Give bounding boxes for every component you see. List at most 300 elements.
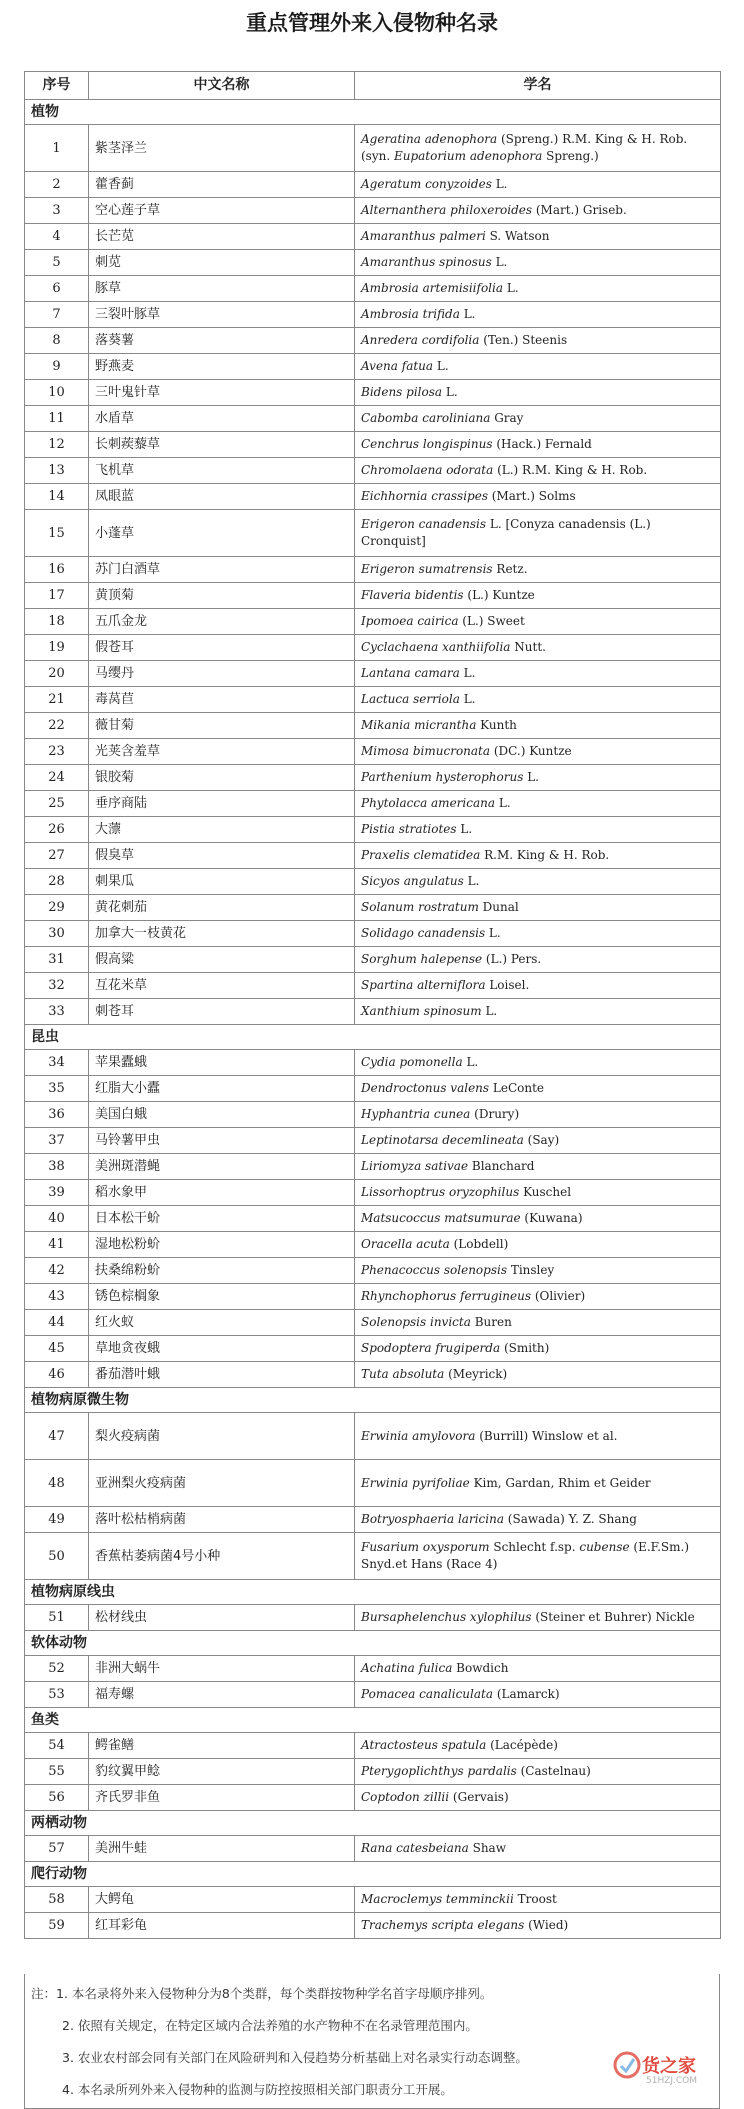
sci-name-italic: Rhynchophorus ferrugineus [361, 1289, 531, 1303]
scientific-name [355, 765, 721, 791]
sci-name-author: Shaw [468, 1841, 506, 1855]
chinese-name: 刺苋 [89, 250, 355, 276]
scientific-name [355, 1413, 721, 1460]
sci-name-author: (Burrill) Winslow et al. [475, 1428, 618, 1443]
chinese-name: 光荚含羞草 [89, 739, 355, 765]
chinese-name: 鳄雀鳝 [89, 1733, 355, 1759]
category-row [25, 1811, 721, 1836]
sci-name-author: L. [459, 666, 476, 680]
header-num: 序号 [25, 72, 89, 100]
sci-name-author: R.M. King & H. Rob. [480, 848, 610, 862]
scientific-name [355, 895, 721, 921]
table-row [25, 739, 721, 765]
table-row [25, 1102, 721, 1128]
row-number: 40 [25, 1206, 89, 1232]
table-row [25, 1284, 721, 1310]
row-number: 31 [25, 947, 89, 973]
chinese-name: 垂序商陆 [89, 791, 355, 817]
sci-name-author: L. [523, 770, 539, 784]
chinese-name: 假苍耳 [89, 635, 355, 661]
sci-name-italic: Pomacea canaliculata [361, 1687, 493, 1701]
row-number: 41 [25, 1232, 89, 1258]
row-number: 46 [25, 1362, 89, 1388]
sci-name-italic: Mikania micrantha [361, 718, 477, 732]
row-number: 57 [25, 1836, 89, 1862]
sci-name-author: L. [491, 255, 508, 269]
sci-name-italic: Trachemys scripta elegans [361, 1918, 525, 1932]
sci-name-italic: Cydia pomonella [361, 1055, 463, 1069]
sci-name-author: (Olivier) [531, 1289, 586, 1303]
sci-name-italic: Eupatorium adenophora [393, 149, 543, 163]
row-number: 8 [25, 328, 89, 354]
sci-name-italic: Bidens pilosa [361, 385, 443, 399]
table-row [25, 999, 721, 1025]
table-row [25, 921, 721, 947]
chinese-name: 紫茎泽兰 [89, 125, 355, 172]
scientific-name [355, 1836, 721, 1862]
table-row [25, 713, 721, 739]
sci-name-italic: Achatina fulica [361, 1661, 453, 1675]
chinese-name: 马铃薯甲虫 [89, 1128, 355, 1154]
table-row [25, 406, 721, 432]
sci-name-author: L. [481, 1004, 498, 1018]
sci-name-italic: Lissorhoptrus oryzophilus [361, 1185, 520, 1199]
table-row [25, 1682, 721, 1708]
sci-name-italic: Eichhornia crassipes [361, 489, 488, 503]
header-sci: 学名 [355, 72, 721, 100]
watermark-logo [612, 2046, 738, 2094]
sci-name-author: (Kuwana) [520, 1211, 583, 1225]
sci-name-italic: Fusarium oxysporum [361, 1540, 490, 1554]
table-row [25, 458, 721, 484]
category-row [25, 1025, 721, 1050]
sci-name-author: (L.) Sweet [458, 614, 525, 628]
row-number: 28 [25, 869, 89, 895]
sci-name-italic: Amaranthus spinosus [361, 255, 492, 269]
row-number: 10 [25, 380, 89, 406]
sci-name-author: Gray [490, 411, 524, 425]
table-row [25, 1460, 721, 1507]
sci-name-italic: Alternanthera philoxeroides [361, 203, 533, 217]
sci-name-italic: Ipomoea cairica [361, 614, 459, 628]
chinese-name: 藿香蓟 [89, 172, 355, 198]
table-row [25, 302, 721, 328]
sci-name-italic: Xanthium spinosum [361, 1004, 482, 1018]
table-row [25, 1785, 721, 1811]
sci-name-italic: Avena fatua [361, 359, 434, 373]
sci-name-author: (L.) R.M. King & H. Rob. [493, 463, 648, 477]
table-row [25, 947, 721, 973]
scientific-name [355, 432, 721, 458]
table-row [25, 1507, 721, 1533]
scientific-name [355, 302, 721, 328]
row-number: 4 [25, 224, 89, 250]
scientific-name [355, 1336, 721, 1362]
scientific-name [355, 557, 721, 583]
sci-name-italic: Oracella acuta [361, 1237, 450, 1251]
chinese-name: 锈色棕榈象 [89, 1284, 355, 1310]
chinese-name: 豚草 [89, 276, 355, 302]
chinese-name: 五爪金龙 [89, 609, 355, 635]
table-row [25, 1362, 721, 1388]
table-row [25, 380, 721, 406]
chinese-name: 三裂叶豚草 [89, 302, 355, 328]
sci-name-italic: cubense [579, 1540, 630, 1554]
sci-name-italic: Ageratum conyzoides [361, 177, 492, 191]
sci-name-italic: Cabomba caroliniana [361, 411, 491, 425]
scientific-name [355, 250, 721, 276]
row-number: 54 [25, 1733, 89, 1759]
chinese-name: 稻水象甲 [89, 1180, 355, 1206]
chinese-name: 假臭草 [89, 843, 355, 869]
sci-name-author: (Lacépède) [486, 1738, 558, 1752]
sci-name-italic: Pistia stratiotes [361, 822, 457, 836]
category-label: 植物病原微生物 [25, 1388, 721, 1413]
sci-name-italic: Spodoptera frugiperda [361, 1341, 501, 1355]
sci-name-italic: Cyclachaena xanthiifolia [361, 640, 511, 654]
chinese-name: 长芒苋 [89, 224, 355, 250]
scientific-name [355, 739, 721, 765]
sci-name-italic: Ambrosia trifida [361, 307, 460, 321]
table-row [25, 817, 721, 843]
chinese-name: 野燕麦 [89, 354, 355, 380]
sci-name-author: Kim, Gardan, Rhim et Geider [469, 1475, 651, 1490]
scientific-name [355, 999, 721, 1025]
sci-name-author: L. [459, 307, 476, 321]
note-line: 注：1. 本名录将外来入侵物种分为8个类群，每个类群按物种学名首字母顺序排列。 [31, 1986, 493, 2001]
sci-name-italic: Erigeron sumatrensis [361, 562, 493, 576]
scientific-name [355, 354, 721, 380]
table-row [25, 765, 721, 791]
chinese-name: 黄顶菊 [89, 583, 355, 609]
scientific-name [355, 1102, 721, 1128]
scientific-name [355, 1362, 721, 1388]
row-number: 27 [25, 843, 89, 869]
sci-name-italic: Tuta absoluta [361, 1367, 445, 1381]
sci-name-italic: Erwinia pyrifoliae [361, 1475, 470, 1490]
scientific-name [355, 1605, 721, 1631]
sci-name-italic: Praxelis clematidea [361, 848, 481, 862]
chinese-name: 小蓬草 [89, 510, 355, 557]
sci-name-author: (Spreng.) R.M. King & H. Rob. (syn. [361, 132, 688, 163]
chinese-name: 互花米草 [89, 973, 355, 999]
chinese-name: 长刺蒺藜草 [89, 432, 355, 458]
scientific-name [355, 328, 721, 354]
table-body [25, 100, 721, 1939]
chinese-name: 非洲大蜗牛 [89, 1656, 355, 1682]
row-number: 14 [25, 484, 89, 510]
scientific-name [355, 1050, 721, 1076]
row-number: 12 [25, 432, 89, 458]
row-number: 6 [25, 276, 89, 302]
row-number: 38 [25, 1154, 89, 1180]
sci-name-italic: Matsucoccus matsumurae [361, 1211, 521, 1225]
species-table [24, 71, 721, 1939]
sci-name-author: S. Watson [485, 229, 550, 243]
sci-name-italic: Solenopsis invicta [361, 1315, 471, 1329]
table-row [25, 635, 721, 661]
row-number: 39 [25, 1180, 89, 1206]
table-row [25, 973, 721, 999]
sci-name-italic: Bursaphelenchus xylophilus [361, 1610, 532, 1624]
row-number: 33 [25, 999, 89, 1025]
scientific-name [355, 1128, 721, 1154]
table-row [25, 1759, 721, 1785]
sci-name-author: Schlecht f.sp. [489, 1540, 580, 1554]
scientific-name [355, 869, 721, 895]
note-line: 3. 农业农村部会同有关部门在风险研判和入侵趋势分析基础上对名录实行动态调整。 [62, 2050, 528, 2065]
table-row [25, 224, 721, 250]
scientific-name [355, 224, 721, 250]
chinese-name: 水盾草 [89, 406, 355, 432]
chinese-name: 凤眼蓝 [89, 484, 355, 510]
row-number: 1 [25, 125, 89, 172]
row-number: 53 [25, 1682, 89, 1708]
scientific-name [355, 1682, 721, 1708]
chinese-name: 大薸 [89, 817, 355, 843]
sci-name-author: (Gervais) [449, 1790, 509, 1804]
row-number: 22 [25, 713, 89, 739]
sci-name-italic: Erwinia amylovora [361, 1428, 476, 1443]
table-row [25, 1887, 721, 1913]
row-number: 21 [25, 687, 89, 713]
table-row [25, 1258, 721, 1284]
scientific-name [355, 791, 721, 817]
scientific-name [355, 1232, 721, 1258]
table-row [25, 1310, 721, 1336]
row-number: 55 [25, 1759, 89, 1785]
sci-name-author: (Steiner et Buhrer) Nickle [531, 1610, 695, 1624]
sci-name-italic: Ambrosia artemisiifolia [361, 281, 504, 295]
scientific-name [355, 713, 721, 739]
table-row [25, 510, 721, 557]
watermark-text: 货之家 [642, 2056, 696, 2077]
sci-name-author: Loisel. [485, 978, 530, 992]
sci-name-author: Nutt. [510, 640, 546, 654]
sci-name-author: L. [463, 874, 480, 888]
table-row [25, 1656, 721, 1682]
chinese-name: 空心莲子草 [89, 198, 355, 224]
sci-name-italic: Leptinotarsa decemlineata [361, 1133, 524, 1147]
scientific-name [355, 198, 721, 224]
category-label: 鱼类 [25, 1708, 721, 1733]
sci-name-author: (Mart.) Griseb. [532, 203, 627, 217]
sci-name-author: (Castelnau) [516, 1764, 591, 1778]
chinese-name: 美国白蛾 [89, 1102, 355, 1128]
sci-name-author: Kunth [476, 718, 517, 732]
sci-name-italic: Parthenium hysterophorus [361, 770, 524, 784]
table-row [25, 843, 721, 869]
row-number: 51 [25, 1605, 89, 1631]
row-number: 58 [25, 1887, 89, 1913]
watermark-icon [612, 2050, 642, 2080]
sci-name-author: (Lamarck) [493, 1687, 560, 1701]
sci-name-author: Buren [470, 1315, 512, 1329]
scientific-name [355, 973, 721, 999]
sci-name-author: L. [Conyza canadensis (L.) Cronquist] [361, 517, 651, 548]
chinese-name: 假高粱 [89, 947, 355, 973]
chinese-name: 红脂大小蠹 [89, 1076, 355, 1102]
sci-name-italic: Rana catesbeiana [361, 1841, 469, 1855]
table-row [25, 1413, 721, 1460]
sci-name-italic: Phenacoccus solenopsis [361, 1263, 507, 1277]
row-number: 19 [25, 635, 89, 661]
table-row [25, 1605, 721, 1631]
category-label: 植物 [25, 100, 721, 125]
sci-name-italic: Anredera cordifolia [361, 333, 480, 347]
table-row [25, 869, 721, 895]
sci-name-italic: Amaranthus palmeri [361, 229, 486, 243]
table-row [25, 1913, 721, 1939]
table-row [25, 276, 721, 302]
category-row [25, 1580, 721, 1605]
scientific-name [355, 1533, 721, 1580]
sci-name-author: Tinsley [507, 1263, 555, 1277]
sci-name-author: L. [433, 359, 449, 373]
sci-name-author: (L.) Kuntze [463, 588, 535, 602]
category-row [25, 1708, 721, 1733]
row-number: 59 [25, 1913, 89, 1939]
sci-name-author: (Say) [523, 1133, 560, 1147]
sci-name-author: (Drury) [470, 1107, 520, 1121]
chinese-name: 香蕉枯萎病菌4号小种 [89, 1533, 355, 1580]
header-cn: 中文名称 [89, 72, 355, 100]
row-number: 44 [25, 1310, 89, 1336]
sci-name-author: Dunal [478, 900, 519, 914]
table-row [25, 1733, 721, 1759]
sci-name-italic: Lantana camara [361, 666, 460, 680]
row-number: 15 [25, 510, 89, 557]
scientific-name [355, 661, 721, 687]
sci-name-author: L. [456, 822, 473, 836]
row-number: 25 [25, 791, 89, 817]
sci-name-author: Spreng.) [542, 149, 599, 163]
table-row [25, 198, 721, 224]
chinese-name: 大鳄龟 [89, 1887, 355, 1913]
chinese-name: 美洲牛蛙 [89, 1836, 355, 1862]
category-label: 软体动物 [25, 1631, 721, 1656]
sci-name-italic: Mimosa bimucronata [361, 744, 491, 758]
sci-name-author: Troost [513, 1892, 557, 1906]
sci-name-italic: Chromolaena odorata [361, 463, 494, 477]
table-row [25, 1050, 721, 1076]
chinese-name: 苏门白酒草 [89, 557, 355, 583]
scientific-name [355, 1733, 721, 1759]
chinese-name: 毒莴苣 [89, 687, 355, 713]
row-number: 29 [25, 895, 89, 921]
chinese-name: 福寿螺 [89, 1682, 355, 1708]
table-row [25, 484, 721, 510]
category-row [25, 1862, 721, 1887]
sci-name-author: L. [462, 1055, 479, 1069]
table-row [25, 125, 721, 172]
chinese-name: 飞机草 [89, 458, 355, 484]
chinese-name: 豹纹翼甲鲶 [89, 1759, 355, 1785]
scientific-name [355, 1310, 721, 1336]
table-row [25, 172, 721, 198]
chinese-name: 松材线虫 [89, 1605, 355, 1631]
scientific-name [355, 609, 721, 635]
row-number: 17 [25, 583, 89, 609]
sci-name-italic: Erigeron canadensis [361, 517, 487, 531]
table-row [25, 328, 721, 354]
row-number: 32 [25, 973, 89, 999]
sci-name-author: L. [495, 796, 511, 810]
sci-name-italic: Atractosteus spatula [361, 1738, 487, 1752]
table-row [25, 1154, 721, 1180]
row-number: 50 [25, 1533, 89, 1580]
table-row [25, 1836, 721, 1862]
category-label: 植物病原线虫 [25, 1580, 721, 1605]
sci-name-italic: Botryosphaeria laricina [361, 1512, 504, 1526]
table-row [25, 354, 721, 380]
table-row [25, 895, 721, 921]
table-row [25, 791, 721, 817]
row-number: 37 [25, 1128, 89, 1154]
sci-name-author: (Mart.) Solms [487, 489, 576, 503]
note-line: 4. 本名录所列外来入侵物种的监测与防控按照相关部门职责分工开展。 [62, 2082, 453, 2097]
row-number: 5 [25, 250, 89, 276]
scientific-name [355, 510, 721, 557]
scientific-name [355, 1913, 721, 1939]
scientific-name [355, 843, 721, 869]
table-row [25, 557, 721, 583]
sci-name-italic: Solidago canadensis [361, 926, 486, 940]
sci-name-author: Bowdich [452, 1661, 509, 1675]
row-number: 3 [25, 198, 89, 224]
chinese-name: 梨火疫病菌 [89, 1413, 355, 1460]
row-number: 23 [25, 739, 89, 765]
row-number: 43 [25, 1284, 89, 1310]
sci-name-author: (Lobdell) [449, 1237, 509, 1251]
category-row [25, 1631, 721, 1656]
category-label: 爬行动物 [25, 1862, 721, 1887]
row-number: 36 [25, 1102, 89, 1128]
scientific-name [355, 1887, 721, 1913]
table-row [25, 1128, 721, 1154]
scientific-name [355, 1076, 721, 1102]
scientific-name [355, 172, 721, 198]
table-row [25, 687, 721, 713]
table-row [25, 609, 721, 635]
scientific-name [355, 687, 721, 713]
chinese-name: 齐氏罗非鱼 [89, 1785, 355, 1811]
scientific-name [355, 1507, 721, 1533]
sci-name-author: (E.F.Sm.) Snyd.et Hans (Race 4) [361, 1540, 690, 1571]
scientific-name [355, 921, 721, 947]
scientific-name [355, 1460, 721, 1507]
sci-name-author: (Hack.) Fernald [492, 437, 592, 451]
row-number: 13 [25, 458, 89, 484]
category-label: 昆虫 [25, 1025, 721, 1050]
page-title: 重点管理外来入侵物种名录 [246, 11, 498, 35]
chinese-name: 加拿大一枝黄花 [89, 921, 355, 947]
scientific-name [355, 635, 721, 661]
sci-name-author: L. [485, 926, 501, 940]
chinese-name: 苹果蠹蛾 [89, 1050, 355, 1076]
chinese-name: 刺苍耳 [89, 999, 355, 1025]
table-row [25, 1180, 721, 1206]
scientific-name [355, 1759, 721, 1785]
scientific-name [355, 583, 721, 609]
scientific-name [355, 1656, 721, 1682]
chinese-name: 美洲斑潜蝇 [89, 1154, 355, 1180]
category-row [25, 100, 721, 125]
note-line: 2. 依照有关规定，在特定区域内合法养殖的水产物种不在名录管理范围内。 [62, 2018, 478, 2033]
scientific-name [355, 1154, 721, 1180]
row-number: 35 [25, 1076, 89, 1102]
row-number: 7 [25, 302, 89, 328]
